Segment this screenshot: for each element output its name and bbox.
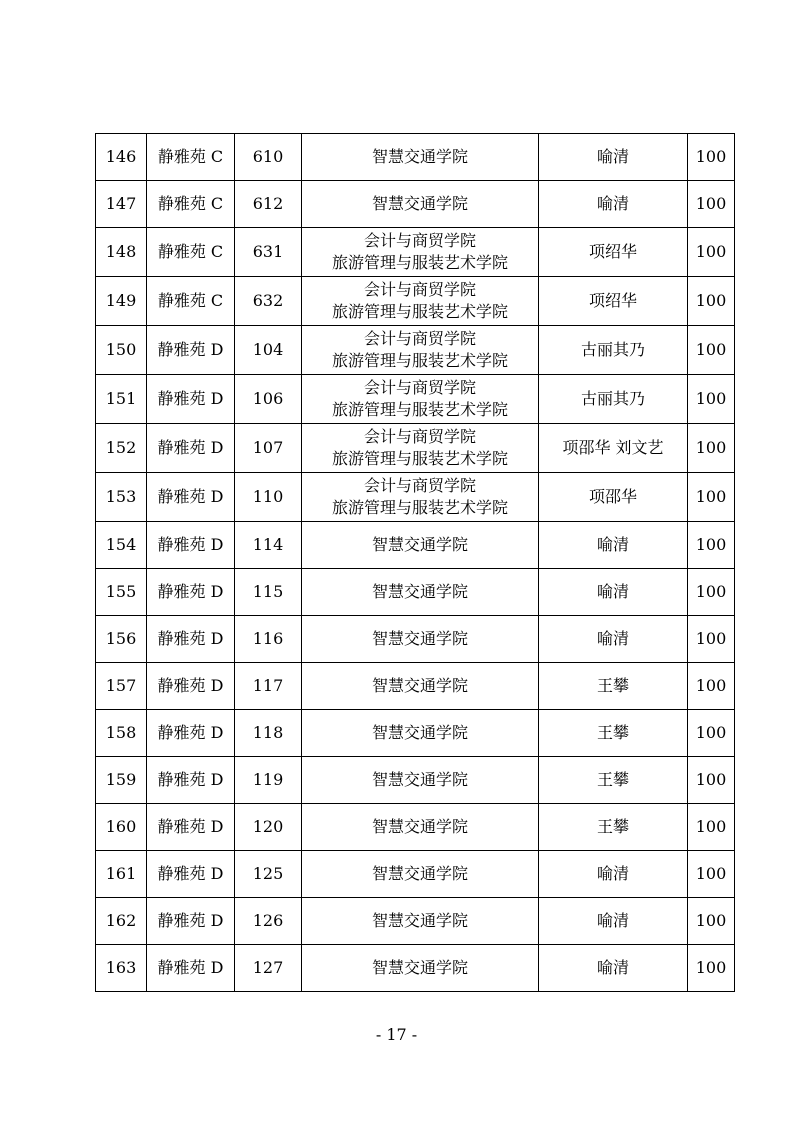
college-cell	[302, 663, 539, 710]
manager-cell: 王攀	[539, 757, 688, 804]
room-cell: 632	[235, 277, 302, 326]
room-cell: 104	[235, 326, 302, 375]
building-cell: 静雅苑 D	[147, 326, 235, 375]
college-name: 旅游管理与服装艺术学院	[331, 253, 508, 272]
room-cell: 110	[235, 473, 302, 522]
college-name: 会计与商贸学院	[363, 427, 476, 446]
row-number-cell: 162	[96, 898, 147, 945]
college-name: 会计与商贸学院	[363, 378, 476, 397]
room-cell: 126	[235, 898, 302, 945]
building-cell: 静雅苑 D	[147, 945, 235, 992]
room-cell: 114	[235, 522, 302, 569]
table-row	[96, 569, 735, 616]
row-number-cell: 148	[96, 228, 147, 277]
row-number-cell: 152	[96, 424, 147, 473]
table-row	[96, 851, 735, 898]
building-cell: 静雅苑 D	[147, 473, 235, 522]
manager-cell: 喻清	[539, 181, 688, 228]
building-cell: 静雅苑 C	[147, 134, 235, 181]
table-row	[96, 424, 735, 473]
table-row	[96, 326, 735, 375]
college-cell	[302, 375, 539, 424]
college-name: 会计与商贸学院	[363, 329, 476, 348]
building-cell: 静雅苑 D	[147, 616, 235, 663]
row-number-cell: 155	[96, 569, 147, 616]
building-cell: 静雅苑 D	[147, 424, 235, 473]
table-row	[96, 757, 735, 804]
score-cell: 100	[688, 326, 735, 375]
room-cell: 125	[235, 851, 302, 898]
row-number-cell: 156	[96, 616, 147, 663]
college-name: 智慧交通学院	[371, 582, 468, 601]
manager-cell: 项绍华	[539, 228, 688, 277]
college-name: 旅游管理与服装艺术学院	[331, 498, 508, 517]
building-cell: 静雅苑 D	[147, 663, 235, 710]
row-number-cell: 160	[96, 804, 147, 851]
building-cell: 静雅苑 C	[147, 277, 235, 326]
manager-cell: 王攀	[539, 804, 688, 851]
college-cell	[302, 424, 539, 473]
score-cell: 100	[688, 851, 735, 898]
score-cell: 100	[688, 181, 735, 228]
table-body	[96, 134, 735, 992]
manager-cell: 王攀	[539, 663, 688, 710]
row-number-cell: 147	[96, 181, 147, 228]
college-cell	[302, 522, 539, 569]
manager-cell: 古丽其乃	[539, 375, 688, 424]
room-cell: 127	[235, 945, 302, 992]
manager-cell: 项邵华	[539, 473, 688, 522]
college-name: 智慧交通学院	[371, 770, 468, 789]
college-name: 智慧交通学院	[371, 817, 468, 836]
college-cell	[302, 898, 539, 945]
college-cell	[302, 277, 539, 326]
manager-cell: 喻清	[539, 616, 688, 663]
table-row	[96, 134, 735, 181]
row-number-cell: 146	[96, 134, 147, 181]
college-cell	[302, 851, 539, 898]
building-cell: 静雅苑 D	[147, 898, 235, 945]
row-number-cell: 150	[96, 326, 147, 375]
building-cell: 静雅苑 D	[147, 804, 235, 851]
college-name: 会计与商贸学院	[363, 476, 476, 495]
dormitory-score-table	[95, 133, 735, 992]
page-number: - 17 -	[375, 1025, 418, 1044]
table-row	[96, 663, 735, 710]
score-cell: 100	[688, 375, 735, 424]
room-cell: 610	[235, 134, 302, 181]
score-cell: 100	[688, 473, 735, 522]
room-cell: 107	[235, 424, 302, 473]
room-cell: 117	[235, 663, 302, 710]
room-cell: 120	[235, 804, 302, 851]
college-name: 智慧交通学院	[371, 535, 468, 554]
room-cell: 119	[235, 757, 302, 804]
table-row	[96, 898, 735, 945]
college-cell	[302, 181, 539, 228]
college-cell	[302, 228, 539, 277]
building-cell: 静雅苑 D	[147, 757, 235, 804]
college-name: 智慧交通学院	[371, 723, 468, 742]
college-name: 智慧交通学院	[371, 194, 468, 213]
college-cell	[302, 473, 539, 522]
table-row	[96, 375, 735, 424]
college-cell	[302, 757, 539, 804]
college-name: 智慧交通学院	[371, 864, 468, 883]
score-cell: 100	[688, 945, 735, 992]
score-cell: 100	[688, 898, 735, 945]
building-cell: 静雅苑 D	[147, 375, 235, 424]
college-name: 智慧交通学院	[371, 676, 468, 695]
score-cell: 100	[688, 710, 735, 757]
row-number-cell: 153	[96, 473, 147, 522]
college-name: 会计与商贸学院	[363, 231, 476, 250]
score-cell: 100	[688, 134, 735, 181]
building-cell: 静雅苑 D	[147, 522, 235, 569]
score-cell: 100	[688, 663, 735, 710]
row-number-cell: 154	[96, 522, 147, 569]
college-name: 旅游管理与服装艺术学院	[331, 400, 508, 419]
table-row	[96, 473, 735, 522]
table-row	[96, 522, 735, 569]
score-cell: 100	[688, 424, 735, 473]
score-cell: 100	[688, 277, 735, 326]
manager-cell: 喻清	[539, 851, 688, 898]
college-cell	[302, 134, 539, 181]
score-cell: 100	[688, 228, 735, 277]
manager-cell: 喻清	[539, 945, 688, 992]
manager-cell: 王攀	[539, 710, 688, 757]
manager-cell: 古丽其乃	[539, 326, 688, 375]
room-cell: 631	[235, 228, 302, 277]
manager-cell: 喻清	[539, 134, 688, 181]
manager-cell: 喻清	[539, 522, 688, 569]
college-name: 智慧交通学院	[371, 958, 468, 977]
score-cell: 100	[688, 522, 735, 569]
table-row	[96, 616, 735, 663]
room-cell: 106	[235, 375, 302, 424]
table-row	[96, 277, 735, 326]
college-cell	[302, 804, 539, 851]
table-row	[96, 181, 735, 228]
score-cell: 100	[688, 569, 735, 616]
table-row	[96, 945, 735, 992]
table-row	[96, 228, 735, 277]
college-name: 旅游管理与服装艺术学院	[331, 449, 508, 468]
building-cell: 静雅苑 D	[147, 851, 235, 898]
college-name: 智慧交通学院	[371, 629, 468, 648]
row-number-cell: 161	[96, 851, 147, 898]
college-name: 旅游管理与服装艺术学院	[331, 302, 508, 321]
score-cell: 100	[688, 616, 735, 663]
row-number-cell: 158	[96, 710, 147, 757]
building-cell: 静雅苑 D	[147, 710, 235, 757]
manager-cell: 项邵华 刘文艺	[539, 424, 688, 473]
college-cell	[302, 710, 539, 757]
college-name: 智慧交通学院	[371, 911, 468, 930]
table-row	[96, 710, 735, 757]
manager-cell: 喻清	[539, 898, 688, 945]
building-cell: 静雅苑 C	[147, 181, 235, 228]
row-number-cell: 151	[96, 375, 147, 424]
building-cell: 静雅苑 C	[147, 228, 235, 277]
college-cell	[302, 326, 539, 375]
room-cell: 612	[235, 181, 302, 228]
college-cell	[302, 569, 539, 616]
row-number-cell: 163	[96, 945, 147, 992]
manager-cell: 喻清	[539, 569, 688, 616]
room-cell: 118	[235, 710, 302, 757]
row-number-cell: 157	[96, 663, 147, 710]
row-number-cell: 149	[96, 277, 147, 326]
row-number-cell: 159	[96, 757, 147, 804]
room-cell: 116	[235, 616, 302, 663]
score-cell: 100	[688, 757, 735, 804]
building-cell: 静雅苑 D	[147, 569, 235, 616]
college-cell	[302, 616, 539, 663]
college-name: 会计与商贸学院	[363, 280, 476, 299]
college-name: 旅游管理与服装艺术学院	[331, 351, 508, 370]
table-row	[96, 804, 735, 851]
college-cell	[302, 945, 539, 992]
score-cell: 100	[688, 804, 735, 851]
college-name: 智慧交通学院	[371, 147, 468, 166]
room-cell: 115	[235, 569, 302, 616]
manager-cell: 项绍华	[539, 277, 688, 326]
